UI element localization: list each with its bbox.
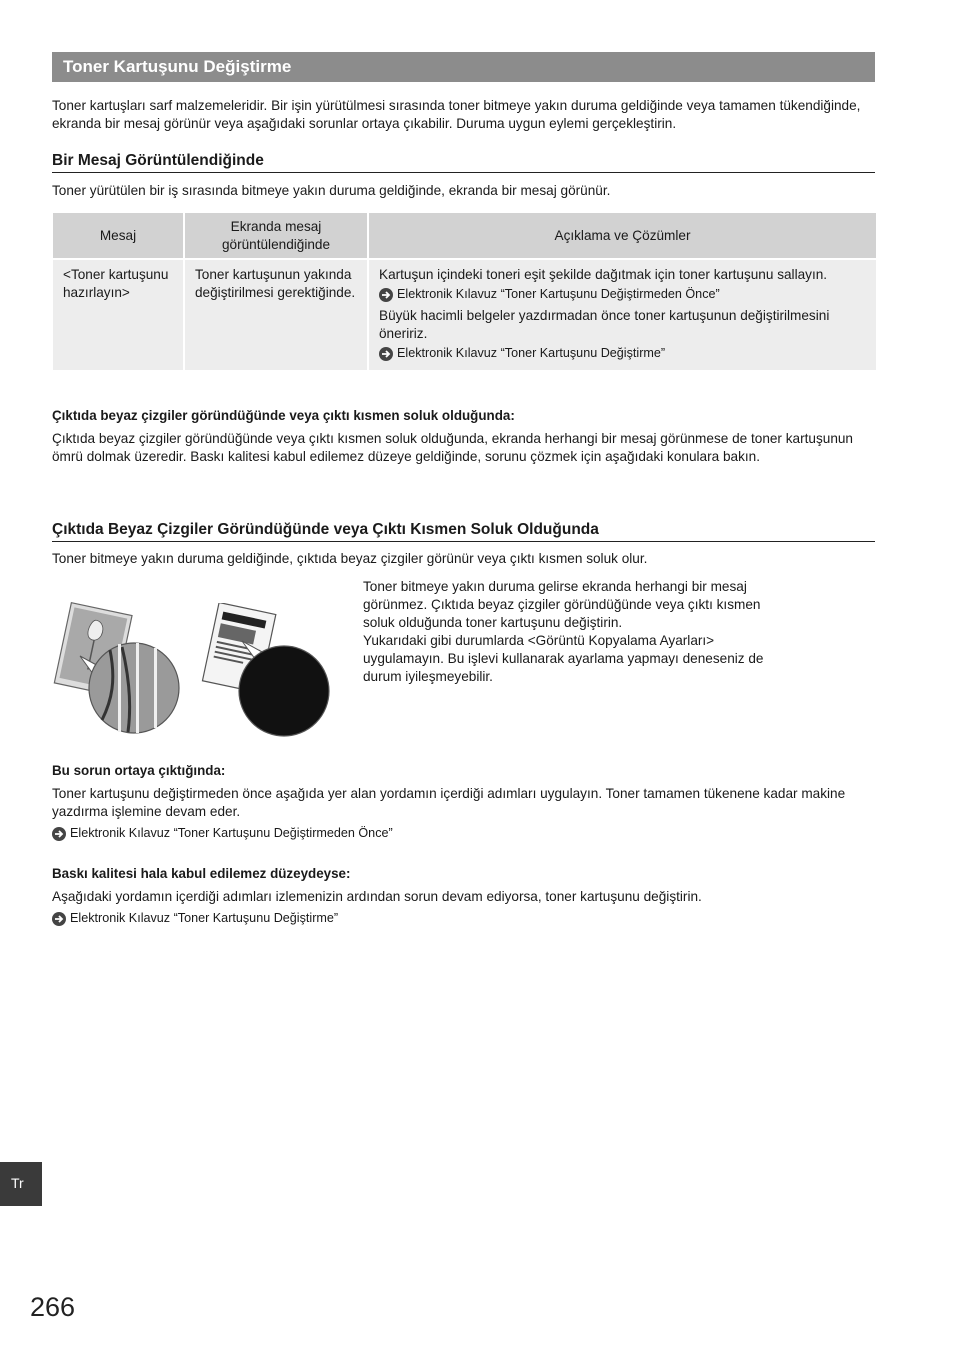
solution-text-1: Kartuşun içindeki toneri eşit şekilde dağıtmak için toner kartuşunu sallayın.	[379, 267, 828, 282]
reference-link-1[interactable]	[379, 286, 866, 303]
column-header-solution: Açıklama ve Çözümler	[369, 213, 876, 258]
problem-text: Toner kartuşunu değiştirmeden önce aşağıda yer alan yordamın içerdiği adımları uygulayın. Toner tamamen tükenene kadar makine yazdırma işlemine devam eder.	[52, 786, 846, 819]
section-title: Toner Kartuşunu Değiştirme	[52, 52, 875, 82]
streaks-side-text-1: Toner bitmeye yakın duruma gelirse ekranda herhangi bir mesaj görünmez. Çıktıda beyaz çizgiler göründüğünde veya çıktı kısmen soluk olduğunda toner kartuşunu değiştirin.	[363, 579, 761, 630]
column-header-message: Mesaj	[53, 213, 183, 258]
problem-heading: Bu sorun ortaya çıktığında:	[52, 763, 226, 778]
table-header-row	[53, 213, 876, 258]
streaks-note-text: Çıktıda beyaz çizgiler göründüğünde veya çıktı kısmen soluk olduğunda, ekranda herhangi bir mesaj görünmese de toner kartuşunun ömrü dolmak üzeredir. Baskı kalitesi kabul edilemez düzeye geldiğinde, sorunu çözmek için aşağıdaki konulara bakın.	[52, 431, 853, 464]
cell-when: Toner kartuşunun yakında değiştirilmesi gerektiğinde.	[185, 260, 367, 370]
solution-text-2: Büyük hacimli belgeler yazdırmadan önce toner kartuşunun değiştirilmesini öneririz.	[379, 308, 830, 341]
quality-reference-link[interactable]	[52, 910, 338, 927]
quality-heading: Baskı kalitesi hala kabul edilemez düzeydeyse:	[52, 866, 351, 881]
cell-message: <Toner kartuşunu hazırlayın>	[53, 260, 183, 370]
message-section-desc: Toner yürütülen bir iş sırasında bitmeye yakın duruma geldiğinde, ekranda bir mesaj görünür.	[52, 183, 611, 198]
streaks-side-text-2: Yukarıdaki gibi durumlarda <Görüntü Kopyalama Ayarları> uygulamayın. Bu işlevi kullanarak ayarlama yapmayı deneseniz de durum iyileşmeyebilir.	[363, 633, 764, 684]
message-section-heading: Bir Mesaj Görüntülendiğinde	[52, 152, 875, 173]
problem-reference-link[interactable]	[52, 825, 393, 842]
problem-reference-label: Elektronik Kılavuz “Toner Kartuşunu Değiştirmeden Önce”	[70, 826, 393, 840]
cell-solution	[369, 260, 876, 370]
table-row	[53, 260, 876, 370]
quality-reference-label: Elektronik Kılavuz “Toner Kartuşunu Değiştirme”	[70, 911, 339, 925]
streaks-section-desc: Toner bitmeye yakın duruma geldiğinde, çıktıda beyaz çizgiler görünür veya çıktı kısmen soluk olur.	[52, 551, 648, 566]
document-print-illustration	[196, 603, 332, 739]
column-header-when: Ekranda mesaj görüntülendiğinde	[185, 213, 367, 258]
reference-link-2[interactable]	[379, 345, 866, 362]
language-tab: Tr	[0, 1162, 42, 1206]
arrow-circle-right-icon	[52, 912, 66, 926]
arrow-circle-right-icon	[379, 288, 393, 302]
message-table	[51, 211, 878, 372]
intro-text: Toner kartuşları sarf malzemeleridir. Bir işin yürütülmesi sırasında toner bitmeye yakın duruma geldiğinde veya tamamen tükendiğinde, ekranda bir mesaj görünür veya aşağıdaki sorunlar ortaya çıkabilir. Duruma uygun eylemi gerçekleştirin.	[52, 98, 861, 131]
arrow-circle-right-icon	[379, 347, 393, 361]
quality-text: Aşağıdaki yordamın içerdiği adımları izlemenizin ardından sorun devam ediyorsa, toner kartuşunu değiştirin.	[52, 889, 702, 904]
reference-label-2: Elektronik Kılavuz “Toner Kartuşunu Değiştirme”	[397, 346, 666, 360]
arrow-circle-right-icon	[52, 827, 66, 841]
streaks-note-heading: Çıktıda beyaz çizgiler göründüğünde veya çıktı kısmen soluk olduğunda:	[52, 408, 515, 423]
reference-label-1: Elektronik Kılavuz “Toner Kartuşunu Değiştirmeden Önce”	[397, 287, 720, 301]
streaks-section-heading: Çıktıda Beyaz Çizgiler Göründüğünde veya Çıktı Kısmen Soluk Olduğunda	[52, 521, 875, 542]
page-number: 266	[30, 1292, 76, 1322]
photo-print-illustration	[52, 600, 182, 736]
